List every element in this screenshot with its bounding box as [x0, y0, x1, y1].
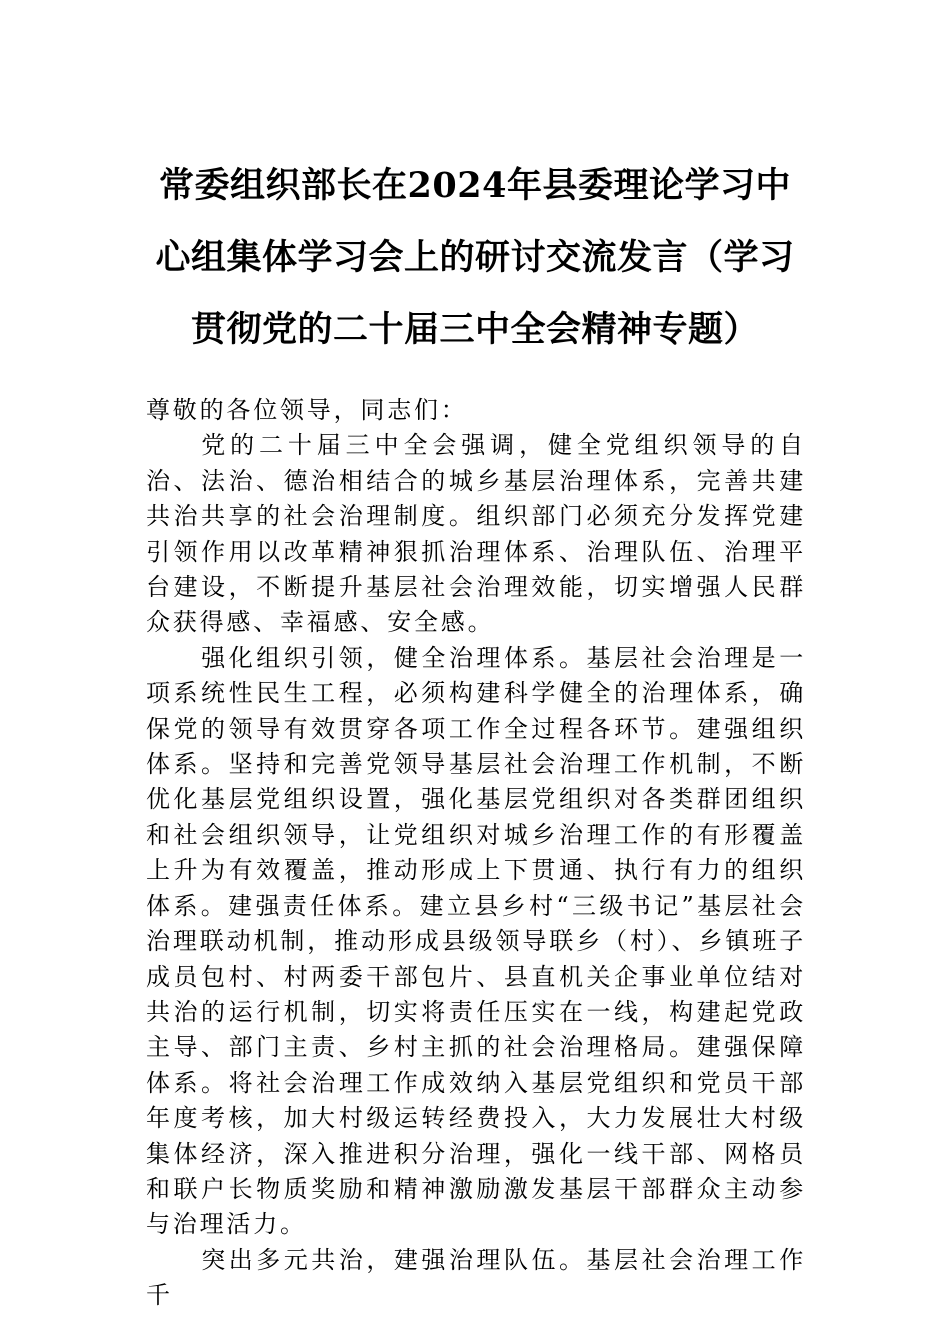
paragraph-intro: 党的二十届三中全会强调，健全党组织领导的自治、法治、德治相结合的城乡基层治理体系，完善共建共治共享的社会治理制度。组织部门必须充分发挥党建引领作用以改革精神狠抓治理体系、治理队伍、治理平台建设，不断提升基层社会治理效能，切实增强人民群众获得感、幸福感、安全感。	[146, 431, 806, 637]
salutation: 尊敬的各位领导，同志们：	[146, 396, 468, 424]
paragraph-governance-team: 突出多元共治，建强治理队伍。基层社会治理工作千	[146, 1245, 806, 1310]
document-title: 常委组织部长在2024年县委理论学习中心组集体学习会上的研讨交流发言（学习贯彻党的二十届三中全会精神专题）	[155, 165, 795, 350]
document-body	[146, 393, 806, 1314]
paragraph-governance-system: 强化组织引领，健全治理体系。基层社会治理是一项系统性民生工程，必须构建科学健全的治理体系，确保党的领导有效贯穿各项工作全过程各环节。建强组织体系。坚持和完善党领导基层社会治理工作机制，不断优化基层党组织设置，强化基层党组织对各类群团组织和社会组织领导，让党组织对城乡治理工作的有形覆盖上升为有效覆盖，推动形成上下贯通、执行有力的组织体系。建强责任体系。建立县乡村“三级书记”基层社会治理联动机制，推动形成县级领导联乡（村）、乡镇班子成员包村、村两委干部包片、县直机关企事业单位结对共治的运行机制，切实将责任压实在一线，构建起党政主导、部门主责、乡村主抓的社会治理格局。建强保障体系。将社会治理工作成效纳入基层党组织和党员干部年度考核，加大村级运转经费投入，大力发展壮大村级集体经济，深入推进积分治理，强化一线干部、网格员和联户长物质奖励和精神激励激发基层干部群众主动参与治理活力。	[146, 643, 806, 1239]
